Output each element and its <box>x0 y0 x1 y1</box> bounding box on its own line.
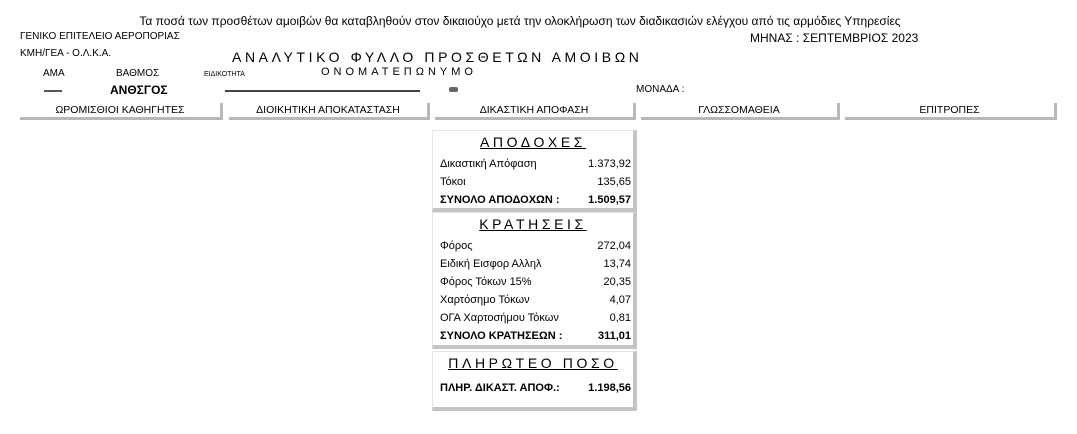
redacted-name <box>225 90 420 92</box>
deductions-row-label: ΟΓΑ Χαρτοσήμου Τόκων <box>440 312 559 324</box>
rank-value: ΑΝΘΣΓΟΣ <box>110 83 168 97</box>
deductions-row-value: 272,04 <box>597 240 631 252</box>
deductions-row-value: 13,74 <box>603 258 631 270</box>
org-name: ΓΕΝΙΚΟ ΕΠΙΤΕΛΕΙΟ ΑΕΡΟΠΟΡΙΑΣ <box>20 31 180 42</box>
earnings-total-row <box>433 191 633 209</box>
deductions-total-label: ΣΥΝΟΛΟ ΚΡΑΤΗΣΕΩΝ : <box>440 330 563 342</box>
rank-label: ΒΑΘΜΟΣ <box>116 68 160 79</box>
deductions-row-label: Φόρος <box>440 240 473 252</box>
payable-title: ΠΛΗΡΩΤΕΟ ΠΟΣΟ <box>448 355 618 371</box>
deductions-row <box>433 237 633 255</box>
ama-label: ΑΜΑ <box>43 68 65 79</box>
earnings-row-value: 1.373,92 <box>588 158 631 170</box>
deductions-title: ΚΡΑΤΗΣΕΙΣ <box>479 216 587 232</box>
redacted-ama <box>44 90 62 92</box>
org-subunit: ΚΜΗ/ΓΕΑ - Ο.Λ.Κ.Α. <box>20 48 112 59</box>
earnings-total-label: ΣΥΝΟΛΟ ΑΠΟΔΟΧΩΝ : <box>440 194 560 206</box>
specialty-label: ΕΙΔΙΚΟΤΗΤΑ <box>204 71 245 78</box>
deductions-row-label: Φόρος Τόκων 15% <box>440 276 532 288</box>
deductions-row <box>433 273 633 291</box>
earnings-row <box>433 155 633 173</box>
deductions-row <box>433 255 633 273</box>
deductions-total-row <box>433 327 633 345</box>
deductions-row-value: 0,81 <box>609 312 631 324</box>
payable-panel <box>432 351 637 411</box>
deductions-panel <box>432 212 637 349</box>
earnings-row-label: Δικαστική Απόφαση <box>440 158 537 170</box>
deductions-total-value: 311,01 <box>597 330 631 342</box>
deductions-row-label: Χαρτόσημο Τόκων <box>440 294 530 306</box>
unit-label: ΜΟΝΑΔΑ : <box>636 84 685 95</box>
redacted-mark <box>449 87 458 92</box>
deductions-row-value: 20,35 <box>603 276 631 288</box>
sheet-title: ΑΝΑΛΥΤΙΚΟ ΦΥΛΛΟ ΠΡΟΣΘΕΤΩΝ ΑΜΟΙΒΩΝ <box>232 49 643 65</box>
earnings-row-value: 135,65 <box>597 176 631 188</box>
earnings-total-value: 1.509,57 <box>588 194 631 206</box>
deductions-row <box>433 309 633 327</box>
deductions-row <box>433 291 633 309</box>
payable-label: ΠΛΗΡ. ΔΙΚΑΣΤ. ΑΠΟΦ.: <box>440 382 560 394</box>
payable-value: 1.198,56 <box>588 382 631 394</box>
payment-notice: Τα ποσά των προσθέτων αμοιβών θα καταβληθούν στον δικαιούχο μετά την ολοκλήρωση των διαδικασιών ελέγχου από τις αρμόδιες Υπηρεσίες <box>139 14 901 28</box>
tab-language-learning[interactable]: ΓΛΩΣΣΟΜΑΘΕΙΑ <box>641 103 840 120</box>
tab-hourly-teachers[interactable]: ΩΡΟΜΙΣΘΙΟΙ ΚΑΘΗΓΗΤΕΣ <box>20 103 223 120</box>
tab-admin-restoration[interactable]: ΔΙΟΙΚΗΤΙΚΗ ΑΠΟΚΑΤΑΣΤΑΣΗ <box>229 103 430 120</box>
tab-court-decision[interactable]: ΔΙΚΑΣΤΙΚΗ ΑΠΟΦΑΣΗ <box>435 103 636 120</box>
tab-committees[interactable]: ΕΠΙΤΡΟΠΕΣ <box>845 103 1057 120</box>
earnings-row <box>433 173 633 191</box>
month-label: ΜΗΝΑΣ : ΣΕΠΤΕΜΒΡΙΟΣ 2023 <box>750 31 919 45</box>
earnings-panel <box>432 130 637 212</box>
payable-row <box>433 379 633 397</box>
earnings-title: ΑΠΟΔΟΧΕΣ <box>479 134 587 150</box>
deductions-row-label: Ειδική Εισφορ Αλληλ <box>440 258 542 270</box>
deductions-row-value: 4,07 <box>609 294 631 306</box>
name-label: ΟΝΟΜΑΤΕΠΩΝΥΜΟ <box>321 66 477 78</box>
earnings-row-label: Τόκοι <box>440 176 466 188</box>
